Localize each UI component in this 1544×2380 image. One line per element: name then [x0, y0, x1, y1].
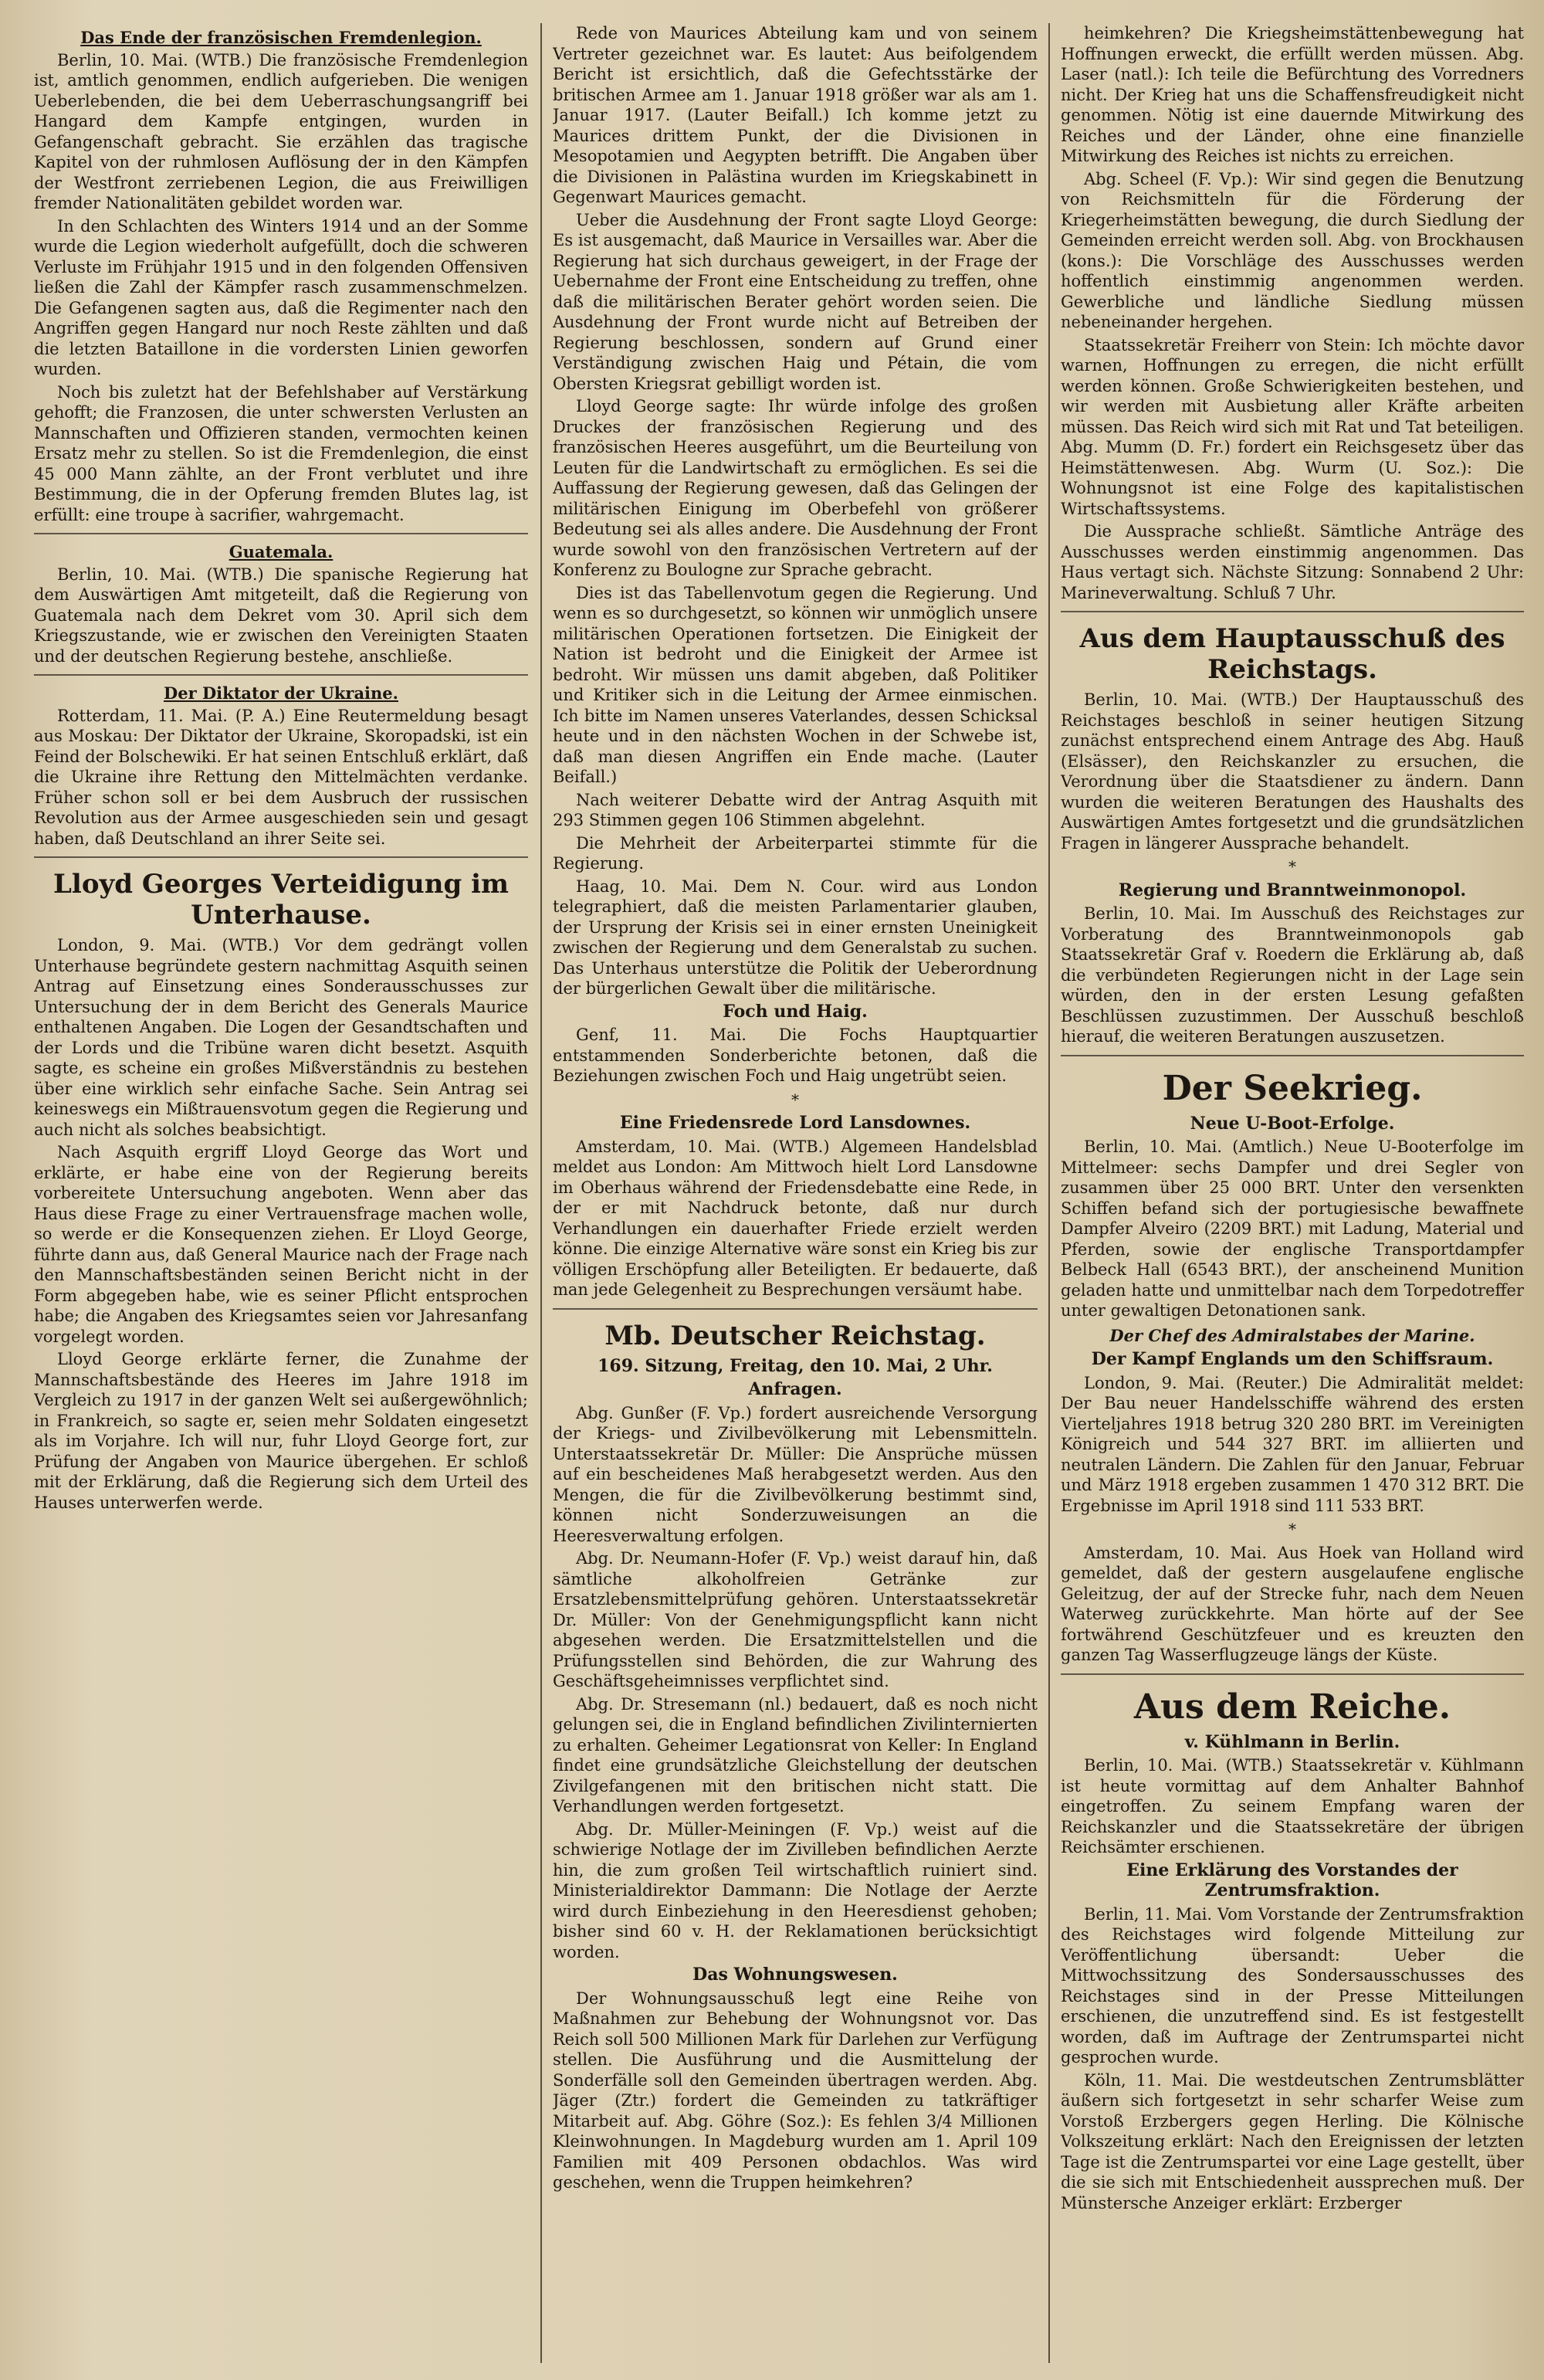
column-rule [540, 23, 542, 2363]
article-paragraph: Abg. Scheel (F. Vp.): Wir sind gegen die Benutzung von Reichsmitteln für die Förderung der Kriegerheimstätten bewegung, die durch Siedlung der Gemeinden erreicht werden soll. Abg. von Brockhausen (kons.): Die Vorschläge des Ausschusses werden hoffentlich einstimmig angenommen werden. Gewerbliche und ländliche Siedlung müssen nebeneinander hergehen. [1061, 169, 1524, 331]
separator-asterisk: * [1288, 1520, 1296, 1538]
article-paragraph: Der Wohnungsausschuß legt eine Reihe von Maßnahmen zur Behebung der Wohnungsnot vor. Das Reich soll 500 Millionen Mark für Darlehen zur Verfügung stellen. Die Ausführung und die Ausmittelung der Sonderfälle soll den Gemeinden übertragen werden. Abg. Jäger (Ztr.) fordert die Gemeinden zu tatkräftiger Mitarbeit auf. Abg. Göhre (Soz.): Es fehlen 3/4 Millionen Kleinwohnungen. In Magdeburg wurden am 1. April 109 Familien mit 409 Personen obdachlos. Was wird geschehen, wenn die Truppen heimkehren? [553, 1988, 1038, 2192]
column-left [34, 23, 528, 2363]
article-paragraph: Ueber die Ausdehnung der Front sagte Lloyd George: Es ist ausgemacht, daß Maurice in Versailles war. Aber die Regierung hat sich durchaus geweigert, in der Frage der Uebernahme der Front eine Entscheidung zu treffen, ohne daß die militärischen Berater gehört worden seien. Die Ausdehnung der Front wurde nicht auf Betreiben der Regierung beschlossen, sondern auf Grund einer Verständigung zwischen Haig und Pétain, die vom Obersten Kriegsrat gebilligt worden ist. [553, 210, 1038, 393]
article-paragraph: Noch bis zuletzt hat der Befehlshaber auf Verstärkung gehofft; die Franzosen, die unter schwersten Verlusten an Mannschaften und Offizieren standen, vermochten keinen Ersatz mehr zu stellen. So ist die Fremdenlegion, die einst 45 000 Mann zählte, an der Front verblutet und ihre Bestimmung, die in der Opferung fremden Blutes lag, ist erfüllt: eine troupe à sacrifier, wahrgemacht. [34, 382, 528, 524]
signature-line: Der Chef des Admiralstabes der Marine. [1109, 1325, 1475, 1345]
section-label: Anfragen. [748, 1379, 842, 1399]
article-subheadline: v. Kühlmann in Berlin. [1184, 1731, 1400, 1752]
article-headline: Der Diktator der Ukraine. [164, 683, 398, 703]
article-headline: Aus dem Hauptausschuß des Reichstags. [1079, 623, 1505, 685]
divider [34, 856, 528, 858]
article-paragraph: Berlin, 10. Mai. (WTB.) Der Hauptausschuß des Reichstages beschloß in seiner heutigen Sitzung zunächst entsprechend einem Antrage des Abg. Hauß (Elsässer), den Reichskanzler zu ersuchen, die Verordnung über die Staatsdiener zu ändern. Dann wurden die weiteren Beratungen des Haushalts des Auswärtigen Amtes fortgesetzt und die grundsätzlichen Fragen in längerer Aussprache behandelt. [1061, 690, 1524, 853]
article-paragraph: London, 9. Mai. (Reuter.) Die Admiralität meldet: Der Bau neuer Handelsschiffe während des ersten Vierteljahres 1918 betrug 320 280 BRT. im Vereinigten Königreich und 544 327 BRT. im alliierten und neutralen Ländern. Die Zahlen für den Januar, Februar und März 1918 ergeben zusammen 1 470 312 BRT. Die Ergebnisse im April 1918 sind 111 533 BRT. [1061, 1373, 1524, 1515]
article-paragraph: Die Aussprache schließt. Sämtliche Anträge des Ausschusses werden einstimmig angenommen. Das Haus vertagt sich. Nächste Sitzung: Sonnabend 2 Uhr: Marineverwaltung. Schluß 7 Uhr. [1061, 522, 1524, 602]
article-paragraph: Nach weiterer Debatte wird der Antrag Asquith mit 293 Stimmen gegen 106 Stimmen abgelehnt. [553, 790, 1038, 829]
divider [1061, 1673, 1524, 1675]
divider [34, 533, 528, 534]
divider [34, 674, 528, 676]
article-paragraph: Rede von Maurices Abteilung kam und von seinem Vertreter gezeichnet war. Es lautet: Aus beifolgendem Bericht ist ersichtlich, daß die Gefechtsstärke der britischen Armee am 1. Januar 1918 größer war als am 1. Januar 1917. (Lauter Beifall.) Ich komme jetzt zu Maurices drittem Punkt, der die Divisionen in Mesopotamien und Aegypten betrifft. Die Angaben über die Divisionen in Palästina wurden im Kriegskabinett in Gegenwart Maurices gemacht. [553, 24, 1038, 206]
column-right [1061, 23, 1524, 2363]
article-paragraph: Berlin, 10. Mai. (WTB.) Die französische Fremdenlegion ist, amtlich genommen, endlich aufgerieben. Die wenigen Ueberlebenden, die bei dem Ueberraschungsangriff bei Hangard dem Kampfe entgingen, wurden in Gefangenschaft gebracht. Sie erzählen das tragische Kapitel von der ruhmlosen Auflösung der in den Kämpfen der Westfront zerriebenen Legion, die aus Freiwilligen fremder Nationalitäten gebildet worden war. [34, 50, 528, 212]
article-paragraph: Berlin, 10. Mai. (WTB.) Staatssekretär v. Kühlmann ist heute vormittag auf dem Anhalter Bahnhof eingetroffen. Zu seinem Empfang waren der Reichskanzler und die Staatssekretäre der übrigen Reichsämter erschienen. [1061, 1756, 1524, 1856]
article-paragraph: Berlin, 10. Mai. Im Ausschuß des Reichstages zur Vorberatung des Branntweinmonopols gab Staatssekretär Graf v. Roedern die Erklärung ab, daß die verbündeten Regierungen nicht in der Lage sein würden, den in der ersten Lesung gefaßten Beschlüssen zuzustimmen. Der Ausschuß beschloß hierauf, die weiteren Beratungen auszusetzen. [1061, 904, 1524, 1046]
session-line: 169. Sitzung, Freitag, den 10. Mai, 2 Uhr. [598, 1355, 993, 1376]
article-paragraph: London, 9. Mai. (WTB.) Vor dem gedrängt vollen Unterhause begründete gestern nachmittag Asquith seinen Antrag auf Einsetzung eines Sonderausschusses zur Untersuchung der in dem Bericht des Generals Maurice enthaltenen Angaben. Die Logen der Gesandtschaften und der Lords und die Tribüne waren dicht besetzt. Asquith sagte, es scheine ein großes Mißverständnis zu bestehen über eine wirklich sehr einfache Sache. Sein Antrag sei keineswegs ein Mißtrauensvotum gegen die Regierung und auch nicht als solches beabsichtigt. [34, 936, 528, 1139]
article-subheadline: Eine Friedensrede Lord Lansdownes. [619, 1113, 971, 1133]
article-paragraph: Abg. Dr. Stresemann (nl.) bedauert, daß es noch nicht gelungen sei, die in England befindlichen Zivilinternierten zu erhalten. Geheimer Legationsrat von Keller: In England findet eine grundsätzliche Gleichstellung der deutschen Zivilgefangenen mit den britischen nicht statt. Die Verhandlungen werden fortgesetzt. [553, 1694, 1038, 1816]
article-paragraph: Köln, 11. Mai. Die westdeutschen Zentrumsblätter äußern sich fortgesetzt in sehr scharfer Weise zum Vorstoß Erzbergers gegen Herling. Die Kölnische Volkszeitung erklärt: Nach den Ereignissen der letzten Tage ist die Zentrumspartei vor eine Lage gestellt, über die sie sich mit Entschiedenheit aussprechen muß. Der Münstersche Anzeiger erklärt: Erzberger [1061, 2070, 1524, 2212]
divider [1061, 611, 1524, 612]
article-paragraph: Abg. Gunßer (F. Vp.) fordert ausreichende Versorgung der Kriegs- und Zivilbevölkerung mit Lebensmitteln. Unterstaatssekretär Dr. Müller: Die Ansprüche müssen auf ein bescheidenes Maß herabgesetzt werden. Aus den Mengen, die für die Zivilbevölkerung bestimmt sind, können nicht Sonderzuweisungen an die Heeresverwaltung erfolgen. [553, 1403, 1038, 1545]
divider [553, 1308, 1038, 1310]
article-subheadline: Regierung und Branntweinmonopol. [1118, 880, 1467, 900]
separator-asterisk: * [1288, 857, 1296, 876]
article-headline: Mb. Deutscher Reichstag. [604, 1320, 986, 1351]
article-paragraph: Amsterdam, 10. Mai. Aus Hoek van Holland wird gemeldet, daß der gestern ausgelaufene englische Geleitzug, der auf der Strecke fuhr, nach dem Neuen Waterweg zurückkehrte. Man hörte auf der See fortwährend Geschützfeuer und es kreuzten den ganzen Tag Wasserflugzeuge längs der Küste. [1061, 1543, 1524, 1664]
article-paragraph: Berlin, 10. Mai. (Amtlich.) Neue U-Booterfolge im Mittelmeer: sechs Dampfer und drei Segler von zusammen über 25 000 BRT. Unter den versenkten Schiffen befand sich der portugiesische bewaffnete Dampfer Alveiro (2209 BRT.) mit Ladung, Material und Pferden, sowie der englische Transportdampfer Belbeck Hall (6543 BRT.), der anscheinend Munition geladen hatte und unmittelbar nach dem Torpedotreffer unter gewaltigen Detonationen sank. [1061, 1137, 1524, 1320]
article-paragraph: Berlin, 11. Mai. Vom Vorstande der Zentrumsfraktion des Reichstages wird folgende Mitteilung zur Veröffentlichung übersandt: Ueber die Mittwochssitzung des Sondersausschusses des Reichstages sind in der Presse Mitteilungen erschienen, die unzutreffend sind. Es ist festgestellt worden, daß im Auftrage der Zentrumspartei nicht gesprochen wurde. [1061, 1904, 1524, 2066]
divider [1061, 1055, 1524, 1056]
article-subheadline: Foch und Haig. [723, 1001, 868, 1022]
article-paragraph: Lloyd George sagte: Ihr würde infolge des großen Druckes der französischen Regierung und des französischen Heeres ausgeführt, um die Beurteilung von Leuten für die Landwirtschaft zu ermöglichen. Es sei die Auffassung der Regierung gewesen, daß das Gelingen der militärischen Einigung im Oberbefehl von größerer Bedeutung sei als alles andere. Die Ausdehnung der Front wurde sowohl von den französischen Vertretern auf der Konferenz zu Boulogne zur Sprache gebracht. [553, 397, 1038, 579]
separator-asterisk: * [791, 1090, 799, 1109]
column-middle [553, 23, 1038, 2363]
article-headline: Aus dem Reiche. [1133, 1687, 1451, 1727]
column-rule [1048, 23, 1050, 2363]
article-headline: Der Seekrieg. [1162, 1068, 1423, 1108]
article-headline: Das Ende der französischen Fremdenlegion. [80, 28, 482, 47]
section-label: Das Wohnungswesen. [692, 1965, 898, 1985]
article-paragraph: Haag, 10. Mai. Dem N. Cour. wird aus London telegraphiert, daß die meisten Parlamentarier glauben, der Ursprung der Krisis sei in einer ernsten Uneinigkeit zwischen der Regierung und dem Generalstab zu suchen. Das Unterhaus unterstütze die Politik der Ueberordnung der bürgerlichen Gewalt über die militärische. [553, 876, 1038, 998]
article-subheadline: Der Kampf Englands um den Schiffsraum. [1091, 1349, 1494, 1369]
article-subheadline: Eine Erklärung des Vorstandes der Zentrumsfraktion. [1126, 1860, 1458, 1900]
article-paragraph: Amsterdam, 10. Mai. (WTB.) Algemeen Handelsblad meldet aus London: Am Mittwoch hielt Lord Lansdowne im Oberhaus während der Friedensdebatte eine Rede, in der er mit Nachdruck betonte, daß nur durch Verhandlungen ein dauerhafter Friede erzielt werden könne. Die einzige Alternative wäre sonst ein Krieg bis zur völligen Erschöpfung aller Beteiligten. Er bedauerte, daß man jede Gelegenheit zu Besprechungen versäumt habe. [553, 1137, 1038, 1299]
article-paragraph: Genf, 11. Mai. Die Fochs Hauptquartier entstammenden Sonderberichte betonen, daß die Beziehungen zwischen Foch und Haig ungetrübt seien. [553, 1026, 1038, 1085]
article-paragraph: heimkehren? Die Kriegsheimstättenbewegung hat Hoffnungen erweckt, die erfüllt werden müssen. Abg. Laser (natl.): Ich teile die Befürchtung des Vorredners nicht. Der Krieg hat uns die Schaffensfreudigkeit nicht genommen. Nötig ist eine dauernde Mitwirkung des Reiches und der Länder, ohne eine finanzielle Mitwirkung des Reiches ist nichts zu erreichen. [1061, 24, 1524, 165]
article-paragraph: Abg. Dr. Müller-Meiningen (F. Vp.) weist auf die schwierige Notlage der im Zivilleben befindlichen Aerzte hin, die zum großen Teil wirtschaftlich ruiniert sind. Ministerialdirektor Dammann: Die Notlage der Aerzte wird durch Einbeziehung in den Heeresdienst gehoben; bisher sind 60 v. H. der Reklamationen berücksichtigt worden. [553, 1819, 1038, 1961]
article-paragraph: Rotterdam, 11. Mai. (P. A.) Eine Reutermeldung besagt aus Moskau: Der Diktator der Ukraine, Skoropadski, ist ein Feind der Bolschewiki. Er hat seinen Entschluß erklärt, daß die Ukraine ihre Rettung den Mittelmächten verdanke. Früher schon soll er bei dem Ausbruch der russischen Revolution aus der Armee ausgeschieden sein und gesagt haben, daß Deutschland an ihrer Seite sei. [34, 706, 528, 848]
article-paragraph: Dies ist das Tabellenvotum gegen die Regierung. Und wenn es so durchgesetzt, so können wir unmöglich unsere militärischen Operationen fortsetzen. Die Einigkeit der Nation ist bedroht und die Einigkeit der Armee ist bedroht. Wir müssen uns damit abgeben, daß Politiker und Kritiker sich in die Leitung der Armee einmischen. Ich bitte im Namen unseres Vaterlandes, dessen Schicksal heute und in den nächsten Wochen in der Schwebe ist, daß man diesen Angriffen ein Ende mache. (Lauter Beifall.) [553, 583, 1038, 786]
article-paragraph: Abg. Dr. Neumann-Hofer (F. Vp.) weist darauf hin, daß sämtliche alkoholfreien Getränke zur Ersatzlebensmittelprüfung gehören. Unterstaatssekretär Dr. Müller: Von der Genehmigungspflicht kann nicht abgesehen werden. Die Ersatzmittelstellen und die Prüfungsstellen sind Behörden, die zur Wahrung des Geschäftsgeheimnisses verpflichtet sind. [553, 1549, 1038, 1690]
article-paragraph: Berlin, 10. Mai. (WTB.) Die spanische Regierung hat dem Auswärtigen Amt mitgeteilt, daß die Regierung von Guatemala nach dem Dekret vom 30. April sich dem Kriegszustande, wie er zwischen den Vereinigten Staaten und der deutschen Regierung bestehe, anschließe. [34, 564, 528, 666]
article-headline: Lloyd Georges Verteidigung im Unterhause. [53, 869, 509, 931]
article-headline: Guatemala. [229, 542, 334, 561]
article-paragraph: Die Mehrheit der Arbeiterpartei stimmte für die Regierung. [553, 833, 1038, 873]
article-paragraph: Lloyd George erklärte ferner, die Zunahme der Mannschaftsbestände des Heeres im Jahre 1918 im Vergleich zu 1917 in der ganzen Welt sei außergewöhnlich; in Frankreich, so sagte er, seien mehr Soldaten eingesetzt als im Vorjahre. Ich will nur, fuhr Lloyd George fort, zur Prüfung der Angaben von Maurice übergehen. Er schloß mit der Erklärung, daß die Regierung sich dem Urteil des Hauses unterwerfen werde. [34, 1350, 528, 1512]
article-paragraph: Staatssekretär Freiherr von Stein: Ich möchte davor warnen, Hoffnungen zu erregen, die nicht erfüllt werden können. Große Schwierigkeiten bestehen, und wir werden mit Ausbietung aller Kräfte arbeiten müssen. Das Reich wird sich mit Rat und Tat beteiligen. Abg. Mumm (D. Fr.) fordert ein Reichsgesetz über das Heimstättenwesen. Abg. Wurm (U. Soz.): Die Wohnungsnot ist eine Folge des kapitalistischen Wirtschaftssystems. [1061, 335, 1524, 518]
article-paragraph: In den Schlachten des Winters 1914 und an der Somme wurde die Legion wiederholt aufgefüllt, doch die schweren Verluste im Frühjahr 1915 und in den folgenden Offensiven ließen die Zahl der Kämpfer rasch zusammenschmelzen. Die Gefangenen sagten aus, daß die Regimenter nach den Angriffen gegen Hangard nur noch Reste zählten und daß die letzten Bataillone in die vordersten Linien geworfen wurden. [34, 216, 528, 378]
article-paragraph: Nach Asquith ergriff Lloyd George das Wort und erklärte, er habe eine von der Regierung bereits vorbereitete Untersuchung angeboten. Wenn aber das Haus diese Frage zu einer Vertrauensfrage machen wolle, so werde er die Konsequenzen ziehen. Er Lloyd George, führte dann aus, daß General Maurice nach der Frage nach den Mannschaftsbeständen seinen Bericht nicht in der Form abgegeben habe, wie es seiner Pflicht entsprochen habe; die Angaben des Kriegsamtes seien vor Jahresanfang vorgelegt worden. [34, 1143, 528, 1346]
article-subheadline: Neue U-Boot-Erfolge. [1190, 1113, 1395, 1134]
